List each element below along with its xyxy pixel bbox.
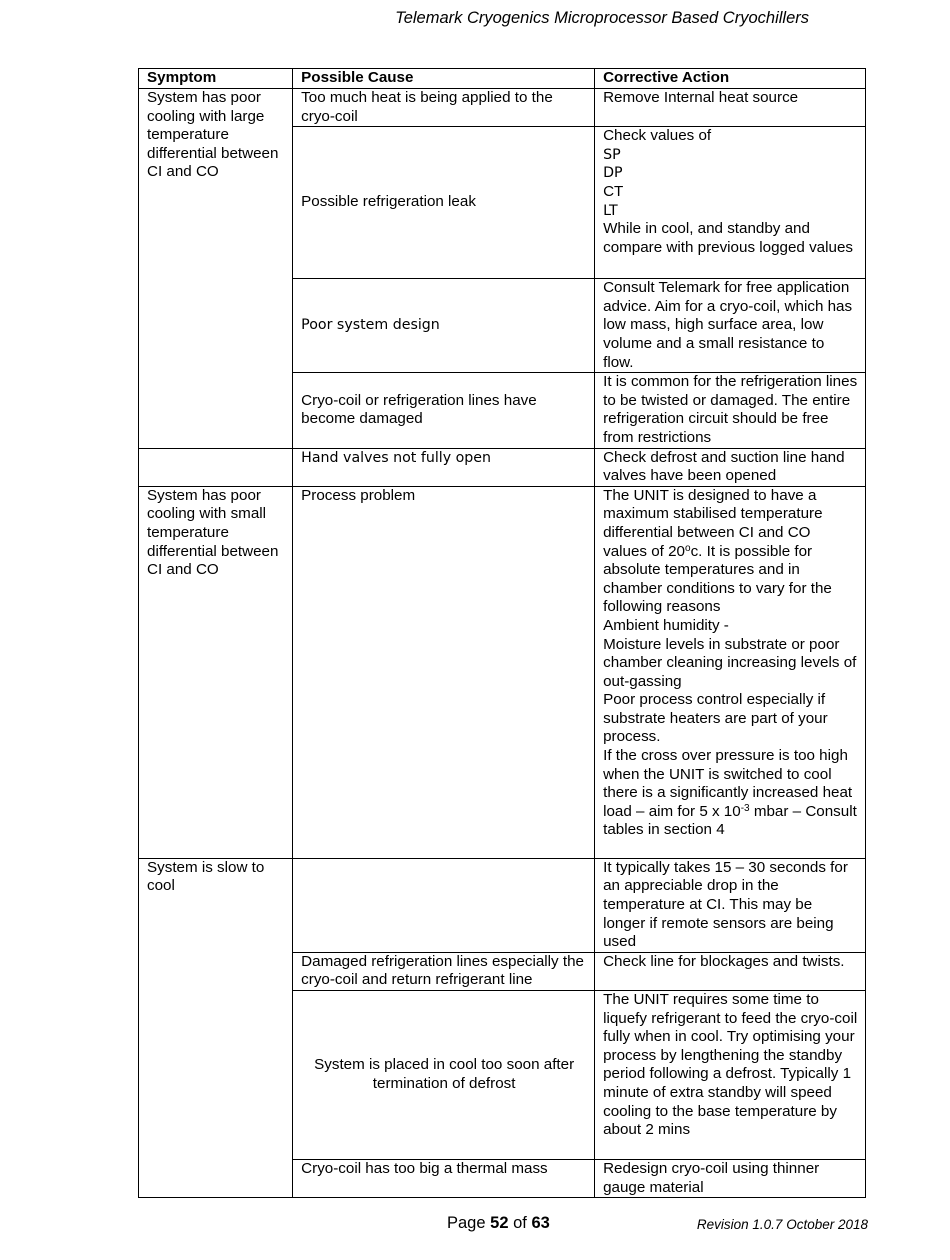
cause-cell: Too much heat is being applied to the cryo-coil [293, 89, 595, 127]
cause-cell: Damaged refrigeration lines especially the cryo-coil and return refrigerant line [293, 952, 595, 990]
action-line: SP [603, 146, 621, 163]
action-cell [595, 486, 866, 858]
cause-cell: Cryo-coil or refrigeration lines have become damaged [293, 373, 595, 448]
action-line: Ambient humidity - [603, 616, 729, 634]
degree-superscript: o [685, 542, 691, 554]
exponent-superscript: -3 [740, 802, 750, 814]
revision-label: Revision 1.0.7 October 2018 [696, 1217, 868, 1232]
action-cell: Check line for blockages and twists. [595, 952, 866, 990]
header-symptom: Symptom [139, 69, 293, 89]
symptom-cell [139, 448, 293, 486]
action-cell: It typically takes 15 – 30 seconds for an appreciable drop in the temperature at CI. This may be longer if remote sensors are being used [595, 858, 866, 952]
action-line: DP [603, 165, 623, 182]
cause-cell: Possible refrigeration leak [293, 127, 595, 279]
action-line: Check values of [603, 127, 712, 145]
action-cell: It is common for the refrigeration lines to be twisted or damaged. The entire refrigeration circuit should be free from restrictions [595, 373, 866, 448]
action-line: Moisture levels in substrate or poor chamber cleaning increasing levels of out-gassing [603, 635, 857, 690]
total-pages: 63 [531, 1214, 550, 1232]
action-paragraph: If the cross over pressure is too high when the UNIT is switched to cool there is a significantly increased heat load – aim for 5 x $10^{-3}$ mbar – Consult tables in section 4 [603, 747, 857, 839]
action-cell: Check defrost and suction line hand valves have been opened [595, 448, 866, 486]
running-header: Telemark Cryogenics Microprocessor Based Cryochillers [395, 9, 809, 27]
table-row [139, 448, 866, 486]
cause-cell: Cryo-coil has too big a thermal mass [293, 1159, 595, 1197]
symptom-cell: System has poor cooling with large temperature differential between CI and CO [139, 89, 293, 449]
action-line: CT [603, 182, 624, 200]
cause-cell: Poor system design [293, 279, 595, 373]
cause-cell: Hand valves not fully open [293, 448, 595, 486]
page-number: Page 52 of 63 [447, 1214, 550, 1232]
action-cell: Remove Internal heat source [595, 89, 866, 127]
current-page: 52 [490, 1214, 509, 1232]
action-cell: Consult Telemark for free application advice. Aim for a cryo-coil, which has low mass, high surface area, low volume and a small resistance to flow. [595, 279, 866, 373]
symptom-cell: System has poor cooling with small temperature differential between CI and CO [139, 486, 293, 858]
troubleshooting-table [138, 68, 866, 1198]
cause-cell: System is placed in cool too soon after termination of defrost [293, 990, 595, 1159]
action-cell [595, 127, 866, 279]
action-paragraph: The UNIT is designed to have a maximum stabilised temperature differential between CI and CO values of 20$^o$c. It is possible for absolute temperatures and in chamber conditions to vary for the following reasons [603, 486, 832, 616]
action-line: Poor process control especially if substrate heaters are part of your process. [603, 691, 828, 746]
table-header-row [139, 69, 866, 89]
header-possible-cause: Possible Cause [293, 69, 595, 89]
cause-cell: Process problem [293, 486, 595, 858]
symptom-cell: System is slow to cool [139, 858, 293, 1197]
action-line: While in cool, and standby and compare with previous logged values [603, 220, 853, 256]
cause-cell [293, 858, 595, 952]
header-corrective-action: Corrective Action [595, 69, 866, 89]
action-cell: The UNIT requires some time to liquefy refrigerant to feed the cryo-coil fully when in cool. Try optimising your process by lengthening the standby period following a defrost. Typically 1 minute of extra standby will speed cooling to the base temperature by about 2 mins [595, 990, 866, 1159]
table-row [139, 858, 866, 952]
action-cell: Redesign cryo-coil using thinner gauge material [595, 1159, 866, 1197]
table-row [139, 89, 866, 127]
action-line: LT [603, 202, 618, 219]
table-row [139, 486, 866, 858]
